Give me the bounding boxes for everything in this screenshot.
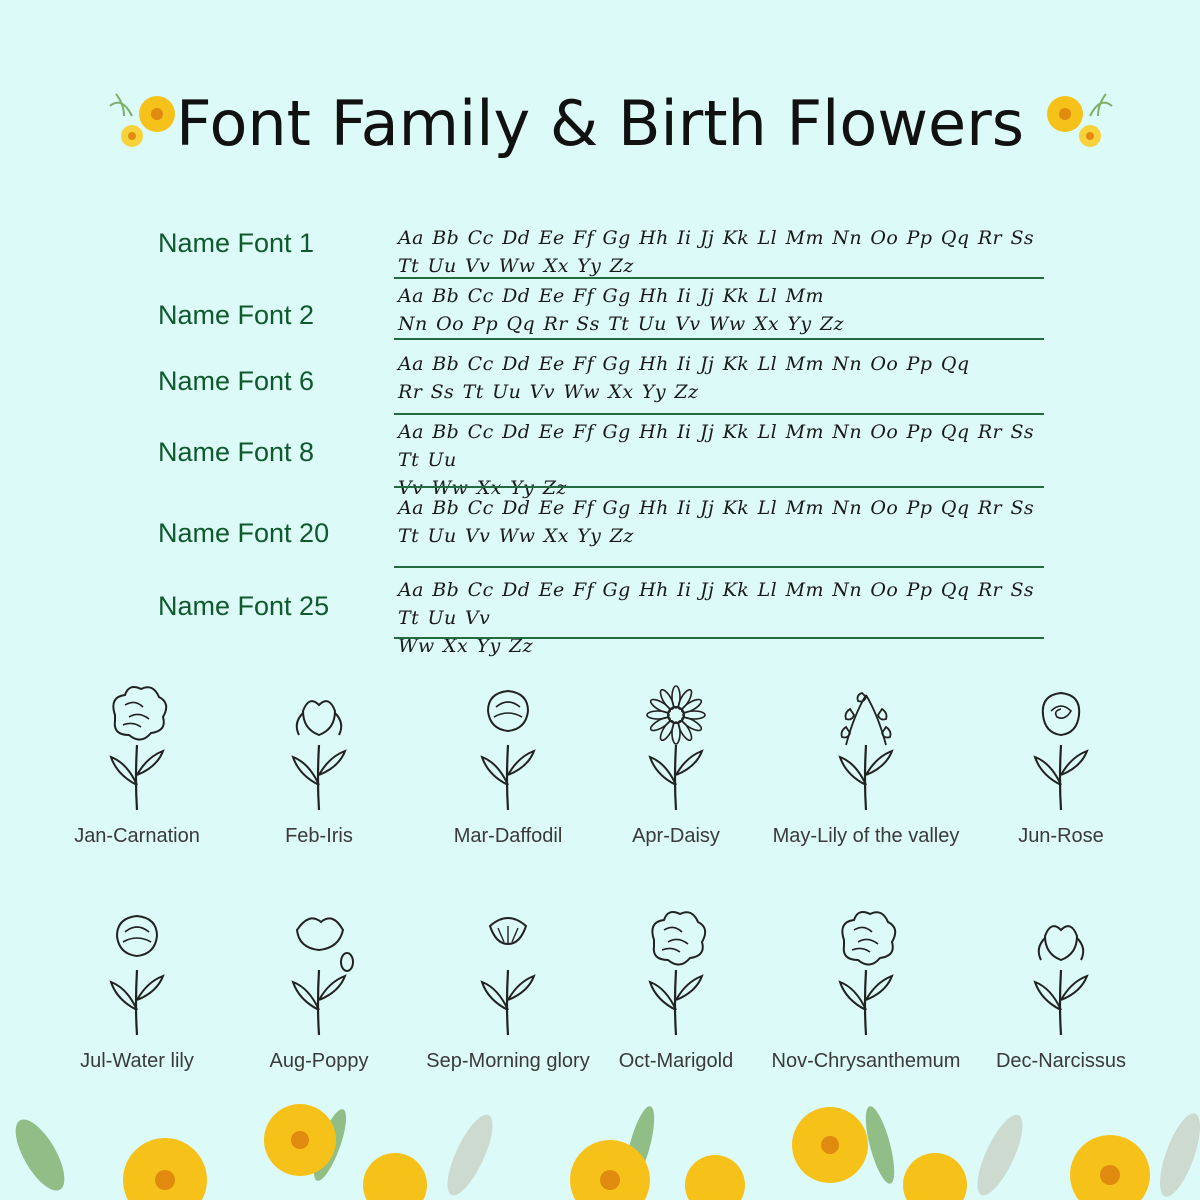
divider	[394, 637, 1044, 639]
water-lily-icon	[37, 900, 237, 1040]
flower-label: Apr-Daisy	[632, 825, 720, 847]
flower-item	[219, 675, 419, 848]
font-sample-line: Aa Bb Cc Dd Ee Ff Gg Hh Ii Jj Kk Ll Mm Nn Oo Pp Qq Rr Ss	[398, 227, 1035, 249]
flower-label: Jan-Carnation	[74, 825, 200, 847]
flower-item	[961, 900, 1161, 1073]
flower-label: May-Lily of the valley	[772, 825, 960, 847]
flower-item	[576, 675, 776, 848]
bottom-flower-border	[0, 1085, 1200, 1200]
font-label: Name Font 2	[158, 300, 315, 330]
flower-item	[576, 900, 776, 1073]
font-sample-line: Aa Bb Cc Dd Ee Ff Gg Hh Ii Jj Kk Ll Mm	[398, 285, 824, 307]
flower-label: Mar-Daffodil	[453, 825, 563, 847]
font-sample-line: Aa Bb Cc Dd Ee Ff Gg Hh Ii Jj Kk Ll Mm Nn Oo Pp Qq Rr Ss Tt Uu	[398, 421, 1035, 471]
font-sample	[398, 494, 1046, 550]
font-sample-line: Aa Bb Cc Dd Ee Ff Gg Hh Ii Jj Kk Ll Mm Nn Oo Pp Qq	[398, 353, 970, 375]
flower-label: Nov-Chrysanthemum	[771, 1050, 961, 1072]
flower-item	[766, 900, 966, 1073]
font-sample	[398, 224, 1046, 280]
chrysanthemum-icon	[766, 900, 966, 1040]
flower-label: Dec-Narcissus	[995, 1050, 1127, 1072]
font-sample	[398, 350, 1046, 406]
font-sample	[398, 576, 1046, 660]
flower-item	[219, 900, 419, 1073]
flower-item	[37, 900, 237, 1073]
divider	[394, 338, 1044, 340]
font-sample-line: Nn Oo Pp Qq Rr Ss Tt Uu Vv Ww Xx Yy Zz	[398, 313, 844, 335]
divider	[394, 413, 1044, 415]
flower-label: Oct-Marigold	[618, 1050, 734, 1072]
flower-item	[37, 675, 237, 848]
font-sample	[398, 418, 1046, 502]
divider	[394, 486, 1044, 488]
flower-label: Feb-Iris	[285, 825, 353, 847]
font-label: Name Font 1	[158, 228, 315, 258]
flower-label: Aug-Poppy	[269, 1050, 369, 1072]
font-label: Name Font 8	[158, 437, 315, 467]
carnation-icon	[37, 675, 237, 815]
rose-icon	[961, 675, 1161, 815]
flower-label: Jun-Rose	[1018, 825, 1104, 847]
font-label: Name Font 25	[158, 591, 330, 621]
iris-icon	[219, 675, 419, 815]
narcissus-icon	[961, 900, 1161, 1040]
font-sample-line: Ww Xx Yy Zz	[398, 635, 534, 657]
flower-item	[961, 675, 1161, 848]
flower-label: Sep-Morning glory	[426, 1050, 590, 1072]
daisy-icon	[576, 675, 776, 815]
flower-label: Jul-Water lily	[80, 1050, 194, 1072]
font-sample-line: Aa Bb Cc Dd Ee Ff Gg Hh Ii Jj Kk Ll Mm Nn Oo Pp Qq Rr Ss	[398, 497, 1035, 519]
poppy-icon	[219, 900, 419, 1040]
font-sample-line: Aa Bb Cc Dd Ee Ff Gg Hh Ii Jj Kk Ll Mm Nn Oo Pp Qq Rr Ss Tt Uu Vv	[398, 579, 1035, 629]
divider	[394, 566, 1044, 568]
font-sample	[398, 282, 1046, 338]
font-sample-line: Vv Ww Xx Yy Zz	[398, 477, 567, 499]
font-label: Name Font 20	[158, 518, 330, 548]
divider	[394, 277, 1044, 279]
font-label: Name Font 6	[158, 366, 315, 396]
marigold-icon	[576, 900, 776, 1040]
font-sample-line: Tt Uu Vv Ww Xx Yy Zz	[398, 255, 634, 277]
flower-item	[766, 675, 966, 848]
font-sample-line: Rr Ss Tt Uu Vv Ww Xx Yy Zz	[398, 381, 699, 403]
page-title: Font Family & Birth Flowers	[176, 87, 1024, 160]
lily-of-the-valley-icon	[766, 675, 966, 815]
font-sample-line: Tt Uu Vv Ww Xx Yy Zz	[398, 525, 634, 547]
